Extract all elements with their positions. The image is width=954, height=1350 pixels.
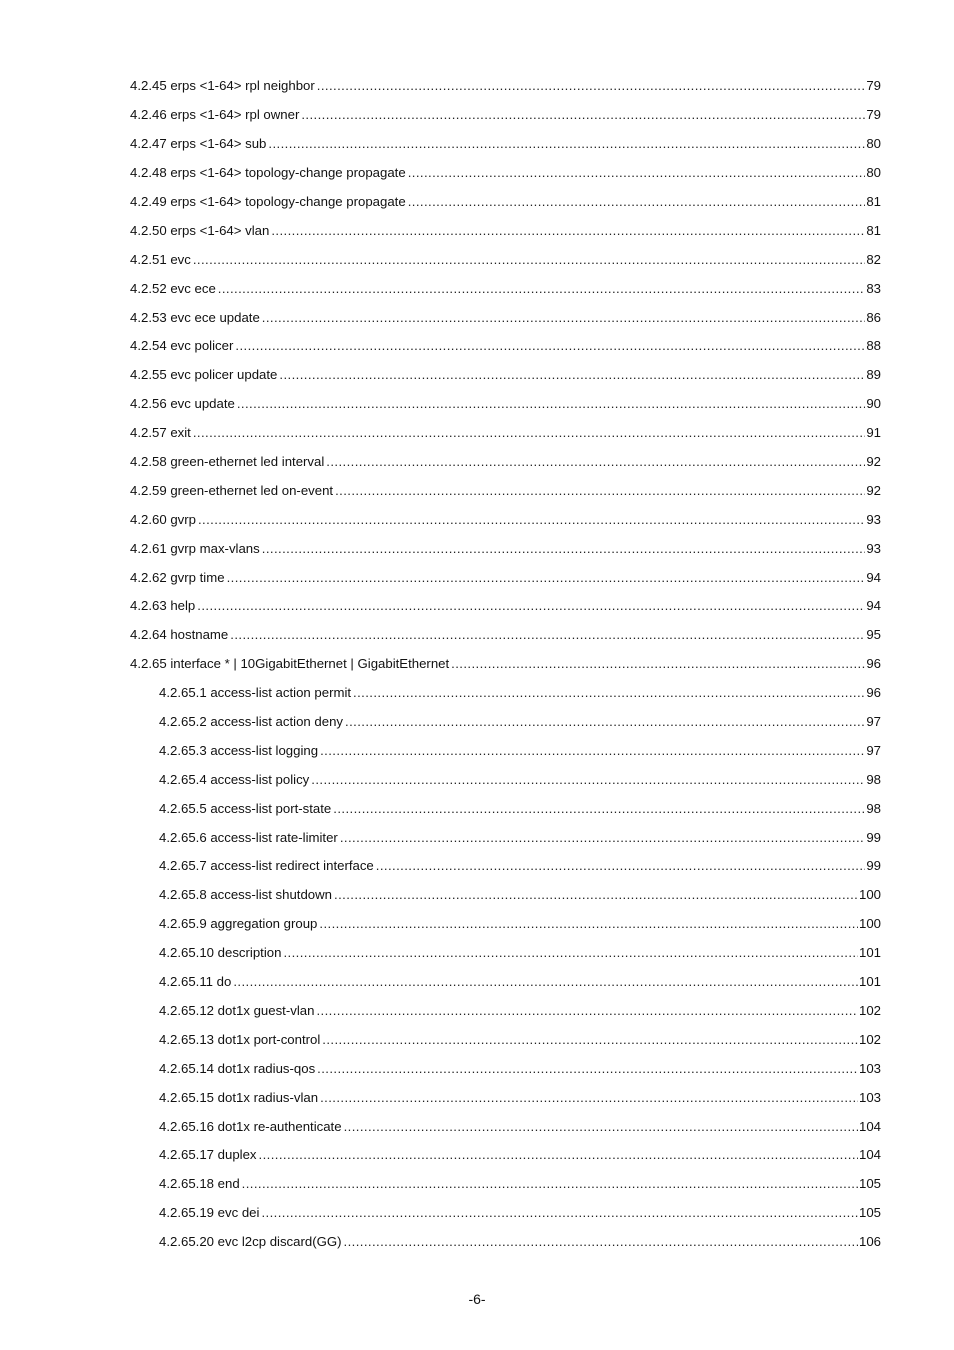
toc-dot-leader [451, 656, 865, 672]
toc-entry-title: 4.2.55 evc policer update [130, 367, 278, 383]
toc-dot-leader [233, 974, 858, 990]
toc-dot-leader [344, 1119, 858, 1135]
toc-entry-page: 98 [866, 771, 881, 787]
toc-entry-page: 100 [858, 916, 881, 932]
toc-dot-leader [235, 338, 865, 354]
toc-entry[interactable] [0, 188, 881, 217]
toc-dot-leader [283, 945, 858, 961]
toc-entry-title: 4.2.54 evc policer [130, 338, 234, 354]
toc-entry[interactable] [0, 332, 881, 361]
toc-entry-page: 98 [866, 800, 881, 816]
toc-entry[interactable] [0, 534, 881, 563]
toc-entry[interactable] [0, 216, 881, 245]
toc-entry[interactable] [0, 101, 881, 130]
toc-entry[interactable] [0, 910, 881, 939]
toc-dot-leader [322, 1032, 858, 1048]
toc-entry-title: 4.2.65.16 dot1x re-authenticate [159, 1118, 342, 1134]
toc-dot-leader [408, 194, 866, 210]
toc-entry-page: 102 [858, 1031, 881, 1047]
toc-entry-title: 4.2.65.7 access-list redirect interface [159, 858, 374, 874]
toc-dot-leader [261, 1205, 858, 1221]
toc-entry-page: 102 [858, 1002, 881, 1018]
toc-dot-leader [316, 1003, 858, 1019]
toc-entry[interactable] [0, 852, 881, 881]
toc-dot-leader [317, 1061, 858, 1077]
toc-entry[interactable] [0, 159, 881, 188]
toc-entry[interactable] [0, 621, 881, 650]
toc-entry-page: 83 [866, 280, 881, 296]
toc-dot-leader [340, 830, 866, 846]
toc-entry[interactable] [0, 1083, 881, 1112]
toc-dot-leader [197, 598, 865, 614]
toc-entry-title: 4.2.65.4 access-list policy [159, 771, 310, 787]
toc-entry[interactable] [0, 505, 881, 534]
toc-entry[interactable] [0, 823, 881, 852]
toc-dot-leader [268, 136, 865, 152]
toc-entry-page: 89 [866, 367, 881, 383]
toc-entry-page: 101 [858, 945, 881, 961]
toc-entry-title: 4.2.45 erps <1-64> rpl neighbor [130, 78, 315, 94]
toc-entry-title: 4.2.49 erps <1-64> topology-change propagate [130, 194, 406, 209]
toc-entry-page: 94 [866, 569, 881, 585]
toc-entry-page: 106 [858, 1234, 881, 1250]
toc-entry[interactable] [0, 650, 881, 679]
toc-entry-page: 81 [866, 222, 881, 238]
toc-entry-page: 96 [866, 685, 881, 701]
table-of-contents [0, 72, 954, 1257]
toc-dot-leader [344, 1234, 858, 1250]
toc-entry-page: 95 [866, 627, 881, 643]
toc-entry-page: 79 [866, 107, 881, 123]
toc-entry-page: 104 [858, 1147, 881, 1163]
toc-entry-title: 4.2.48 erps <1-64> topology-change propagate [130, 165, 406, 181]
toc-entry[interactable] [0, 765, 881, 794]
toc-dot-leader [242, 1176, 858, 1192]
toc-entry[interactable] [0, 476, 881, 505]
toc-entry-title: 4.2.65.8 access-list shutdown [159, 887, 332, 903]
toc-entry-page: 97 [866, 714, 881, 730]
toc-entry[interactable] [0, 72, 881, 101]
toc-dot-leader [237, 396, 865, 412]
toc-entry-title: 4.2.57 exit [130, 425, 191, 441]
toc-dot-leader [262, 541, 866, 557]
toc-entry-title: 4.2.47 erps <1-64> sub [130, 136, 267, 152]
toc-dot-leader [317, 78, 866, 94]
toc-entry-page: 88 [866, 338, 881, 354]
toc-dot-leader [193, 252, 865, 268]
toc-entry-title: 4.2.65.1 access-list action permit [159, 685, 352, 701]
toc-entry[interactable] [0, 997, 881, 1026]
toc-entry-title: 4.2.65.19 evc dei [159, 1205, 260, 1221]
toc-entry-title: 4.2.65.9 aggregation group [159, 916, 318, 932]
toc-entry-page: 103 [858, 1089, 881, 1105]
toc-entry-title: 4.2.56 evc update [130, 396, 235, 412]
toc-dot-leader [198, 512, 865, 528]
toc-entry-title: 4.2.65.2 access-list action deny [159, 714, 343, 730]
toc-entry-title: 4.2.65.6 access-list rate-limiter [159, 829, 338, 845]
toc-entry[interactable] [0, 736, 881, 765]
toc-entry-page: 92 [866, 454, 881, 470]
toc-entry-page: 101 [858, 974, 881, 990]
toc-entry-page: 94 [866, 598, 881, 614]
toc-dot-leader [319, 916, 858, 932]
page-number: -6- [468, 1291, 486, 1307]
toc-entry-title: 4.2.65.12 dot1x guest-vlan [159, 1002, 315, 1018]
toc-entry[interactable] [0, 130, 881, 159]
toc-dot-leader [326, 454, 865, 470]
toc-entry-page: 93 [866, 540, 881, 556]
toc-entry-page: 105 [858, 1205, 881, 1221]
toc-entry-page: 91 [866, 425, 881, 441]
toc-entry-title: 4.2.46 erps <1-64> rpl owner [130, 107, 300, 123]
toc-entry[interactable] [0, 274, 881, 303]
toc-dot-leader [408, 165, 866, 181]
toc-entry-page: 104 [858, 1118, 881, 1134]
toc-entry-title: 4.2.53 evc ece update [130, 309, 260, 325]
toc-entry-title: 4.2.65.14 dot1x radius-qos [159, 1060, 316, 1076]
toc-dot-leader [334, 887, 858, 903]
toc-entry-title: 4.2.65.5 access-list port-state [159, 800, 332, 816]
toc-dot-leader [335, 483, 865, 499]
toc-entry[interactable] [0, 881, 881, 910]
toc-entry-title: 4.2.63 help [130, 598, 196, 614]
toc-entry-title: 4.2.65.11 do [159, 974, 232, 990]
toc-entry-page: 80 [866, 136, 881, 152]
toc-entry-title: 4.2.50 erps <1-64> vlan [130, 222, 270, 238]
toc-entry-title: 4.2.65 interface * | 10GigabitEthernet | GigabitEthernet [130, 656, 450, 672]
toc-entry-page: 80 [866, 165, 881, 181]
toc-entry-title: 4.2.65.10 description [159, 945, 282, 961]
toc-entry[interactable] [0, 419, 881, 448]
toc-entry[interactable] [0, 390, 881, 419]
toc-entry[interactable] [0, 708, 881, 737]
toc-entry[interactable] [0, 1141, 881, 1170]
toc-entry[interactable] [0, 361, 881, 390]
toc-dot-leader [301, 107, 865, 123]
toc-dot-leader [353, 685, 865, 701]
toc-dot-leader [320, 1090, 858, 1106]
toc-entry-title: 4.2.65.13 dot1x port-control [159, 1031, 321, 1047]
toc-entry-title: 4.2.52 evc ece [130, 280, 216, 296]
toc-entry-page: 97 [866, 742, 881, 758]
toc-entry-title: 4.2.61 gvrp max-vlans [130, 540, 260, 556]
toc-dot-leader [193, 425, 865, 441]
toc-entry[interactable] [0, 592, 881, 621]
toc-entry[interactable] [0, 1054, 881, 1083]
toc-entry[interactable] [0, 303, 881, 332]
toc-dot-leader [230, 627, 865, 643]
toc-entry-page: 81 [866, 194, 881, 209]
toc-entry[interactable] [0, 448, 881, 477]
toc-entry[interactable] [0, 1228, 881, 1257]
toc-entry-page: 96 [866, 656, 881, 672]
toc-entry[interactable] [0, 1025, 881, 1054]
toc-dot-leader [227, 570, 866, 586]
toc-entry-title: 4.2.59 green-ethernet led on-event [130, 482, 334, 498]
toc-entry-title: 4.2.60 gvrp [130, 511, 196, 527]
toc-entry-title: 4.2.65.3 access-list logging [159, 742, 319, 758]
toc-entry-page: 99 [866, 829, 881, 845]
toc-entry-page: 100 [858, 887, 881, 903]
toc-dot-leader [333, 801, 865, 817]
toc-dot-leader [262, 310, 866, 326]
toc-dot-leader [345, 714, 865, 730]
toc-entry-title: 4.2.51 evc [130, 251, 191, 267]
toc-entry-page: 105 [858, 1176, 881, 1192]
toc-entry-title: 4.2.65.15 dot1x radius-vlan [159, 1089, 319, 1105]
toc-entry[interactable] [0, 1112, 881, 1141]
toc-entry[interactable] [0, 968, 881, 997]
toc-entry-title: 4.2.58 green-ethernet led interval [130, 454, 325, 470]
toc-entry[interactable] [0, 245, 881, 274]
toc-entry-page: 92 [866, 482, 881, 498]
toc-entry-title: 4.2.65.17 duplex [159, 1147, 257, 1163]
toc-entry-title: 4.2.62 gvrp time [130, 569, 225, 585]
toc-entry-page: 99 [866, 858, 881, 874]
toc-dot-leader [259, 1147, 858, 1163]
toc-entry[interactable] [0, 794, 881, 823]
toc-entry-page: 90 [866, 396, 881, 412]
toc-entry[interactable] [0, 563, 881, 592]
toc-dot-leader [376, 858, 866, 874]
toc-entry-page: 79 [866, 78, 881, 94]
toc-entry[interactable] [0, 1170, 881, 1199]
toc-dot-leader [279, 367, 865, 383]
toc-entry[interactable] [0, 679, 881, 708]
toc-entry[interactable] [0, 939, 881, 968]
toc-entry-title: 4.2.64 hostname [130, 627, 229, 643]
toc-dot-leader [218, 281, 866, 297]
toc-entry-page: 103 [858, 1060, 881, 1076]
toc-entry-page: 93 [866, 511, 881, 527]
toc-entry-title: 4.2.65.18 end [159, 1176, 240, 1192]
toc-entry-page: 82 [866, 251, 881, 267]
toc-entry[interactable] [0, 1199, 881, 1228]
toc-dot-leader [271, 223, 865, 239]
toc-dot-leader [311, 772, 865, 788]
toc-entry-title: 4.2.65.20 evc l2cp discard(GG) [159, 1234, 342, 1250]
toc-entry-page: 86 [866, 309, 881, 325]
toc-dot-leader [320, 743, 865, 759]
